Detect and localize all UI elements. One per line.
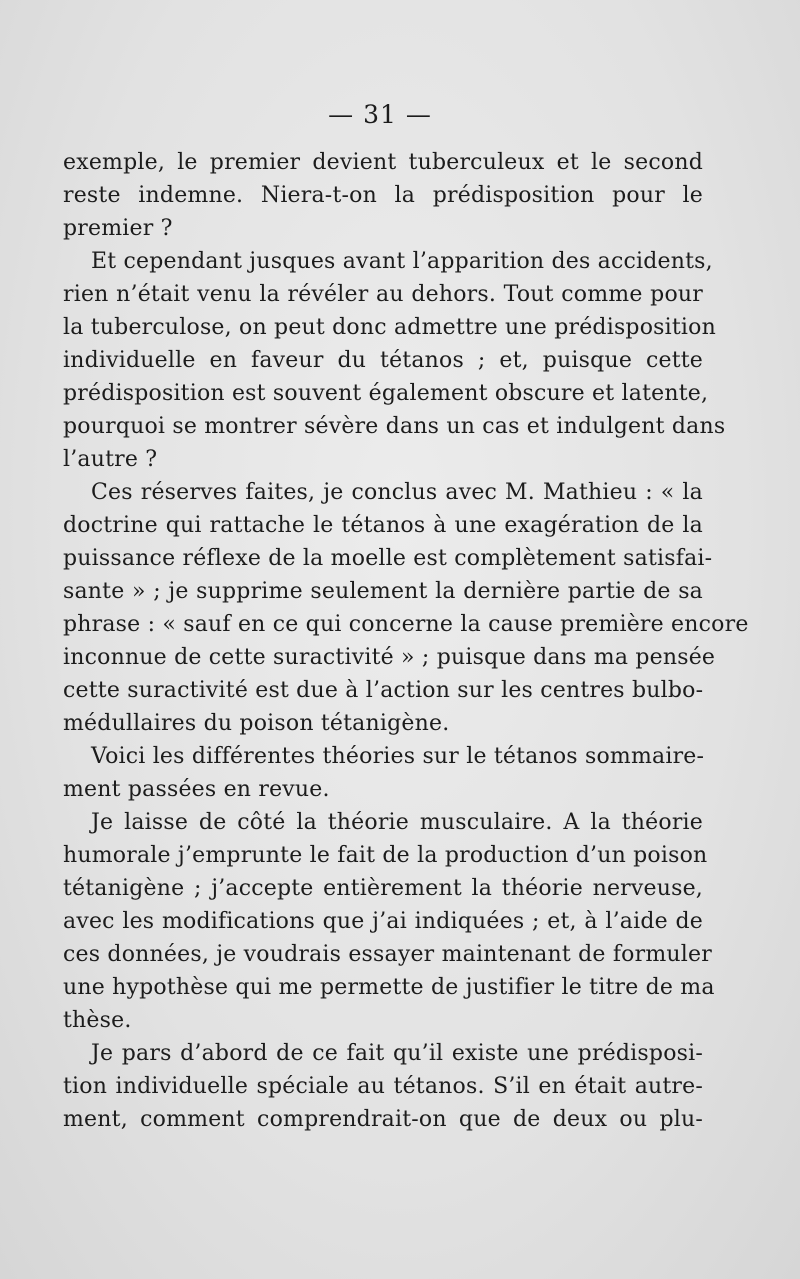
body-text [63,146,749,1136]
text-line: humorale j’emprunte le fait de la production d’un poison [63,843,708,868]
text-line: premier ? [63,216,173,241]
text-line: pourquoi se montrer sévère dans un cas et indulgent dans [63,414,726,439]
text-line: reste indemne. Niera-t-on la prédisposition pour le [63,183,703,208]
text-line: inconnue de cette suractivité » ; puisque dans ma pensée [63,645,716,670]
text-line: tion individuelle spéciale au tétanos. S’il en était autre- [63,1074,703,1099]
text-line: Ces réserves faites, je conclus avec M. Mathieu : « la [91,480,703,505]
text-line: ces données, je voudrais essayer maintenant de formuler [63,942,712,967]
page-number: — 31 — [328,100,432,129]
text-line: doctrine qui rattache le tétanos à une exagération de la [63,513,703,538]
text-line: cette suractivité est due à l’action sur les centres bulbo- [63,678,704,703]
text-line: exemple, le premier devient tuberculeux et le second [63,150,703,175]
text-line: sante » ; je supprime seulement la dernière partie de sa [63,579,703,604]
text-line: puissance réflexe de la moelle est complètement satisfai- [63,546,713,571]
text-line: médullaires du poison tétanigène. [63,711,450,736]
text-line: prédisposition est souvent également obscure et latente, [63,381,709,406]
text-line: avec les modifications que j’ai indiquées ; et, à l’aide de [63,909,703,934]
text-line: Voici les différentes théories sur le tétanos sommaire- [91,744,705,769]
text-line: Et cependant jusques avant l’apparition des accidents, [91,249,713,274]
text-line: rien n’était venu la révéler au dehors. Tout comme pour [63,282,703,307]
text-line: ment, comment comprendrait-on que de deux ou plu- [63,1107,703,1132]
text-line: Je laisse de côté la théorie musculaire. A la théorie [91,810,703,835]
text-line: tétanigène ; j’accepte entièrement la théorie nerveuse, [63,876,703,901]
text-line: la tuberculose, on peut donc admettre une prédisposition [63,315,716,340]
text-line: phrase : « sauf en ce qui concerne la cause première encore [63,612,749,637]
text-line: ment passées en revue. [63,777,330,802]
text-line: Je pars d’abord de ce fait qu’il existe une prédisposi- [91,1041,703,1066]
text-line: individuelle en faveur du tétanos ; et, puisque cette [63,348,703,373]
text-line: thèse. [63,1008,132,1033]
text-line: une hypothèse qui me permette de justifier le titre de ma [63,975,715,1000]
text-line: l’autre ? [63,447,158,472]
